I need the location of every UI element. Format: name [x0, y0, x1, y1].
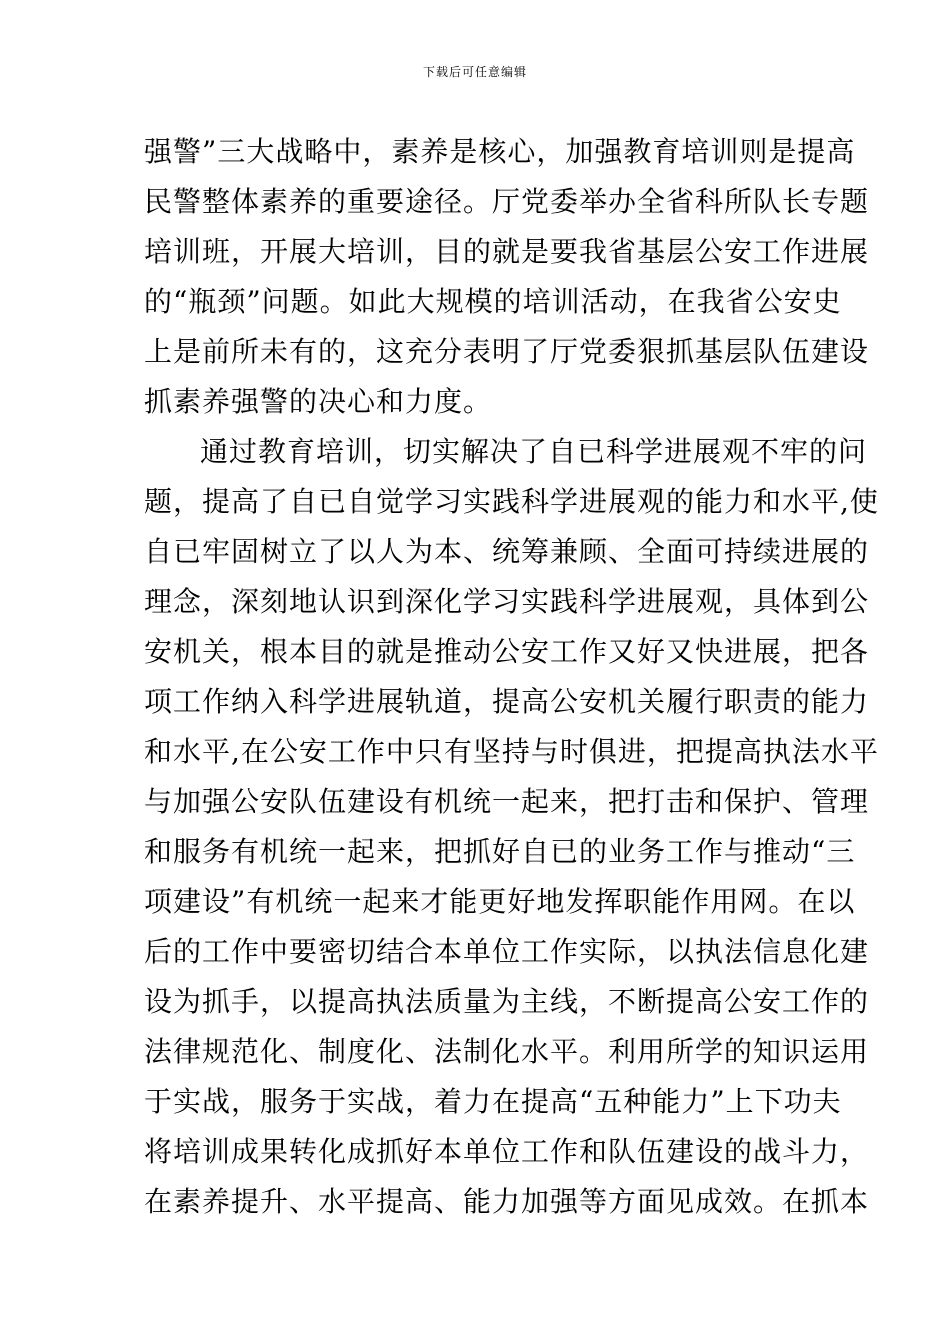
- text-line: 和水平,在公安工作中只有坚持与时俱进，把提高执法水平: [144, 735, 879, 768]
- text-line: 后的工作中要密切结合本单位工作实际，以执法信息化建: [144, 935, 870, 968]
- text-line: 项工作纳入科学进展轨道，提高公安机关履行职责的能力: [144, 685, 870, 718]
- paragraph-2: [144, 427, 879, 1227]
- text-line: 抓素养强警的决心和力度。: [144, 385, 493, 418]
- paragraph-1: [144, 127, 870, 427]
- text-line: 在素养提升、水平提高、能力加强等方面见成效。在抓本: [144, 1185, 870, 1218]
- text-line-indented: 通过教育培训，切实解决了自已科学进展观不牢的问: [200, 435, 868, 468]
- text-line: 和服务有机统一起来，把抓好自已的业务工作与推动“三: [144, 835, 856, 868]
- text-line: 上是前所未有的，这充分表明了厅党委狠抓基层队伍建设: [144, 335, 870, 368]
- text-line: 于实战，服务于实战，着力在提高“五种能力”上下功夫: [144, 1085, 842, 1118]
- text-line: 题，提高了自已自觉学习实践科学进展观的能力和水平,使: [144, 485, 879, 518]
- text-line: 安机关，根本目的就是推动公安工作又好又快进展，把各: [144, 635, 870, 668]
- text-line: 项建设”有机统一起来才能更好地发挥职能作用网。在以: [144, 885, 856, 918]
- page-header: 下载后可任意编辑: [422, 65, 527, 79]
- text-line: 的“瓶颈”问题。如此大规模的培训活动，在我省公安史: [144, 285, 842, 318]
- text-line: 与加强公安队伍建设有机统一起来，把打击和保护、管理: [144, 785, 870, 818]
- text-line: 培训班，开展大培训，目的就是要我省基层公安工作进展: [144, 235, 870, 268]
- text-line: 自已牢固树立了以人为本、统筹兼顾、全面可持续进展的: [144, 535, 870, 568]
- text-line: 强警”三大战略中，素养是核心，加强教育培训则是提高: [144, 135, 856, 168]
- text-line: 理念，深刻地认识到深化学习实践科学进展观，具体到公: [144, 585, 870, 618]
- document-body: [144, 127, 879, 1227]
- text-line: 设为抓手，以提高执法质量为主线，不断提高公安工作的: [144, 985, 870, 1018]
- text-line: 将培训成果转化成抓好本单位工作和队伍建设的战斗力，: [144, 1135, 870, 1168]
- text-line: 法律规范化、制度化、法制化水平。利用所学的知识运用: [144, 1035, 870, 1068]
- text-line: 民警整体素养的重要途径。厅党委举办全省科所队长专题: [144, 185, 870, 218]
